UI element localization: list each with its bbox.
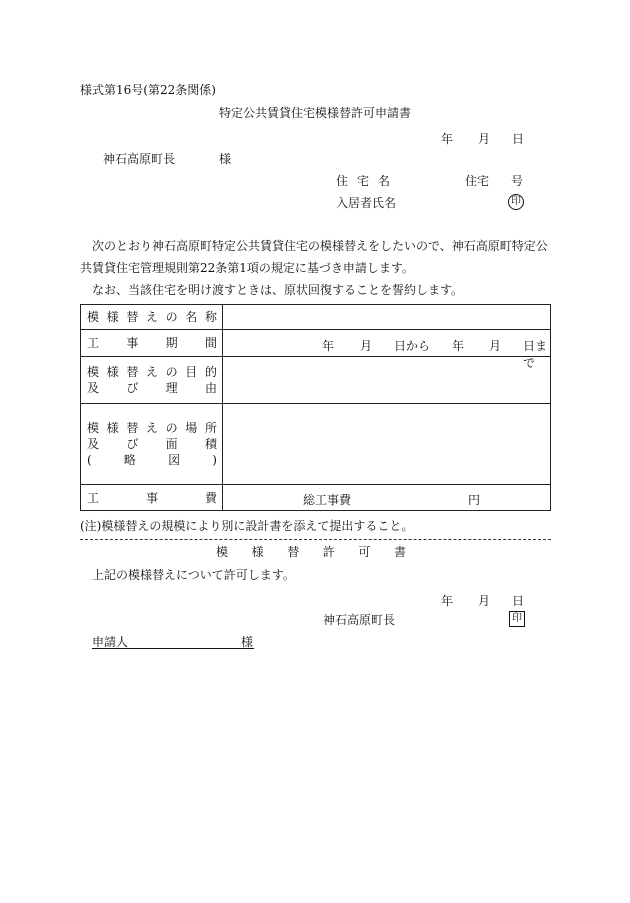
statement-paragraph-1: 次のとおり神石高原町特定公共賃貸住宅の模様替えをしたいので、神石高原町特定公共賃貸住宅管理規則第22条第1項の規定に基づき申請します。 <box>80 239 548 275</box>
table-row-purpose <box>81 357 551 404</box>
label-char: え <box>145 421 158 435</box>
permit-day-label: 日 <box>512 594 525 608</box>
label-char: び <box>126 437 139 451</box>
label-char: ( <box>87 453 92 467</box>
place-line-1 <box>87 420 217 436</box>
label-char: び <box>126 381 139 395</box>
alteration-name-field[interactable] <box>223 305 551 330</box>
label-char: 替 <box>126 421 139 435</box>
permit-title <box>216 546 406 558</box>
residence-unit-label: 住宅 <box>465 174 490 188</box>
document-title: 特定公共賃貸住宅模様替許可申請書 <box>218 106 411 120</box>
label-char: え <box>145 365 158 379</box>
table-row-alteration-name <box>81 305 551 330</box>
resident-name-label: 入居者氏名 <box>336 196 397 210</box>
label-char: の <box>165 365 178 379</box>
applicant-label: 申請人 <box>92 635 129 649</box>
label-char: 由 <box>204 381 217 395</box>
construction-cost-field[interactable] <box>223 485 551 511</box>
label-char: 所 <box>204 421 217 435</box>
applicant-honorific: 様 <box>241 635 254 649</box>
label-char: 名 <box>185 310 198 324</box>
place-field[interactable] <box>223 404 551 485</box>
label-char: え <box>145 310 158 324</box>
construction-period-chars <box>87 335 217 351</box>
label-char: 様 <box>106 421 119 435</box>
title-char: 替 <box>287 545 300 559</box>
label-char: 称 <box>204 310 217 324</box>
label-char: 替 <box>126 365 139 379</box>
period-start-month: 月 <box>360 339 373 353</box>
label-char: 図 <box>168 453 181 467</box>
label-char: 目 <box>185 365 198 379</box>
application-form-table <box>80 304 551 511</box>
label-char: 事 <box>145 490 158 505</box>
residence-number-label: 号 <box>511 174 524 188</box>
label-char: 工 <box>87 490 100 505</box>
issuer-seal-icon: 印 <box>509 611 525 627</box>
title-char: 様 <box>251 545 264 559</box>
residence-name-label: 住宅名 <box>336 174 400 188</box>
label-char: 場 <box>185 421 198 435</box>
label-char: 事 <box>126 336 139 350</box>
construction-period-label <box>81 330 223 357</box>
yen-label: 円 <box>468 493 481 507</box>
applicant-name-line[interactable] <box>92 648 254 649</box>
applicant-seal-icon: 印 <box>508 194 524 210</box>
total-cost-label: 総工事費 <box>303 493 352 507</box>
label-char: 及 <box>87 381 100 395</box>
alteration-name-label <box>81 305 223 330</box>
cut-line-divider <box>80 539 551 540</box>
alteration-name-chars <box>87 309 217 325</box>
label-char: の <box>165 310 178 324</box>
permit-issuer: 神石高原町長 <box>323 613 396 627</box>
label-char: 期 <box>165 336 178 350</box>
purpose-line-1 <box>87 364 217 380</box>
date-year-label: 年 <box>441 132 454 146</box>
table-row-place <box>81 404 551 485</box>
period-end-day: 日まで <box>523 339 548 370</box>
footnote: (注)模様替えの規模により別に設計書を添えて提出すること。 <box>80 519 414 533</box>
title-char: 模 <box>216 545 229 559</box>
label-char: 積 <box>204 437 217 451</box>
construction-period-field[interactable] <box>223 330 551 370</box>
label-char: 様 <box>106 310 119 324</box>
label-char: 替 <box>126 310 139 324</box>
period-end-month: 月 <box>489 339 502 353</box>
label-char: 費 <box>204 490 217 505</box>
addressee-mayor: 神石高原町長 <box>103 152 176 166</box>
label-char: 面 <box>165 437 178 451</box>
label-char: 及 <box>87 437 100 451</box>
purpose-field[interactable] <box>223 357 551 404</box>
period-end-year: 年 <box>452 339 465 353</box>
label-char: 模 <box>87 365 100 379</box>
label-char: 様 <box>106 365 119 379</box>
addressee-honorific: 様 <box>219 152 232 166</box>
place-line-2 <box>87 436 217 452</box>
label-char: 間 <box>204 336 217 350</box>
statement-paragraph-2: なお、当該住宅を明け渡すときは、原状回復することを誓約します。 <box>92 283 464 297</box>
permit-month-label: 月 <box>478 594 491 608</box>
label-char: ) <box>212 453 217 467</box>
label-char: 工 <box>87 336 100 350</box>
label-char: の <box>165 421 178 435</box>
form-number: 様式第16号(第22条関係) <box>80 83 216 97</box>
label-char: 的 <box>204 365 217 379</box>
permit-statement: 上記の模様替えについて許可します。 <box>92 568 295 582</box>
construction-cost-chars <box>87 490 217 506</box>
purpose-line-2 <box>87 380 217 396</box>
table-row-construction-cost <box>81 485 551 511</box>
permit-year-label: 年 <box>441 594 454 608</box>
title-char: 可 <box>358 545 371 559</box>
period-start-day: 日から <box>394 339 431 353</box>
construction-cost-label <box>81 485 223 511</box>
purpose-label <box>81 357 223 404</box>
date-day-label: 日 <box>512 132 525 146</box>
title-char: 許 <box>322 545 335 559</box>
label-char: 理 <box>165 381 178 395</box>
place-label <box>81 404 223 485</box>
label-char: 略 <box>123 453 136 467</box>
date-month-label: 月 <box>478 132 491 146</box>
label-char: 模 <box>87 421 100 435</box>
period-start-year: 年 <box>322 339 335 353</box>
application-statement <box>80 235 555 301</box>
table-row-construction-period <box>81 330 551 357</box>
place-line-3 <box>87 452 217 468</box>
label-char: 模 <box>87 310 100 324</box>
title-char: 書 <box>393 545 406 559</box>
